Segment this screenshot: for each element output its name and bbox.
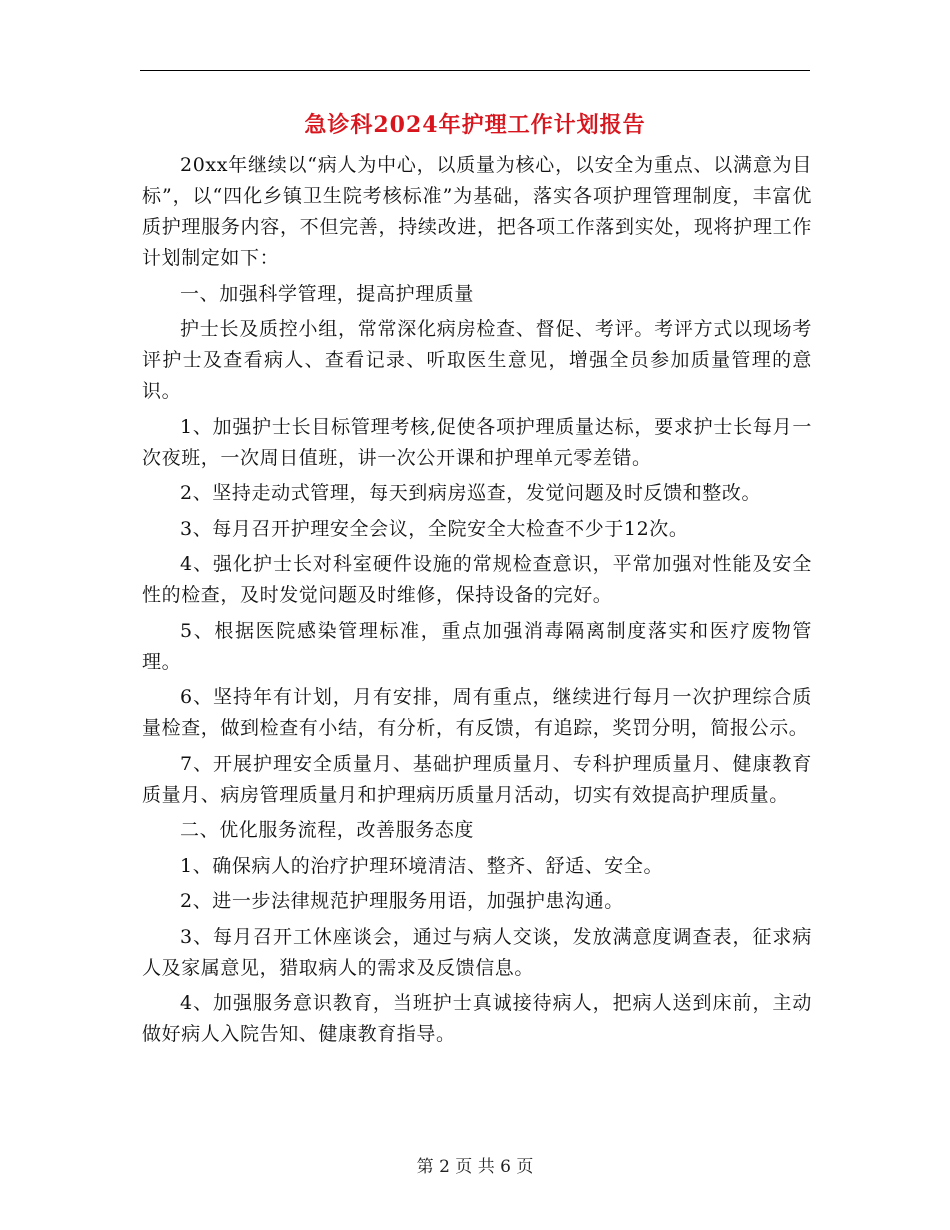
section-heading-2: 二、优化服务流程，改善服务态度	[180, 819, 475, 841]
list-item: 3、每月召开工休座谈会，通过与病人交谈，发放满意度调查表，征求病人及家属意见，猎取病人的需求及反馈信息。	[142, 925, 812, 979]
list-item: 6、坚持年有计划，月有安排，周有重点，继续进行每月一次护理综合质量检查，做到检查有小结，有分析，有反馈，有追踪，奖罚分明，简报公示。	[142, 686, 812, 739]
list-item: 4、加强服务意识教育，当班护士真诚接待病人，把病人送到床前，主动做好病人入院告知、健康教育指导。	[142, 992, 812, 1045]
document-title: 急诊科2024年护理工作计划报告	[304, 112, 646, 138]
list-item: 2、坚持走动式管理，每天到病房巡查，发觉问题及时反馈和整改。	[180, 482, 762, 504]
list-item: 3、每月召开护理安全会议，全院安全大检查不少于12次。	[180, 517, 689, 540]
list-item: 2、进一步法律规范护理服务用语，加强护患沟通。	[180, 890, 624, 912]
list-item: 5、根据医院感染管理标准，重点加强消毒隔离制度落实和医疗废物管理。	[142, 619, 812, 673]
page-number: 第 2 页 共 6 页	[416, 1157, 534, 1177]
list-item: 4、强化护士长对科室硬件设施的常规检查意识，平常加强对性能及安全性的检查，及时发觉问题及时维修，保持设备的完好。	[142, 553, 812, 606]
list-item: 1、加强护士长目标管理考核,促使各项护理质量达标，要求护士长每月一次夜班，一次周日值班，讲一次公开课和护理单元零差错。	[142, 415, 812, 469]
paragraph: 护士长及质控小组，常常深化病房检查、督促、考评。考评方式以现场考评护士及查看病人、查看记录、听取医生意见，增强全员参加质量管理的意识。	[142, 318, 812, 402]
list-item: 7、开展护理安全质量月、基础护理质量月、专科护理质量月、健康教育质量月、病房管理质量月和护理病历质量月活动，切实有效提高护理质量。	[142, 752, 812, 806]
document-body	[142, 150, 812, 1055]
paragraph-intro: 20xx年继续以“病人为中心，以质量为核心，以安全为重点、以满意为目标”，以“四化乡镇卫生院考核标准”为基础，落实各项护理管理制度，丰富优质护理服务内容，不但完善，持续改进，把各项工作落到实处，现将护理工作计划制定如下：	[142, 154, 812, 269]
section-heading-1: 一、加强科学管理，提高护理质量	[180, 282, 475, 305]
header-rule	[140, 70, 810, 71]
list-item: 1、确保病人的治疗护理环境清洁、整齐、舒适、安全。	[180, 854, 664, 877]
